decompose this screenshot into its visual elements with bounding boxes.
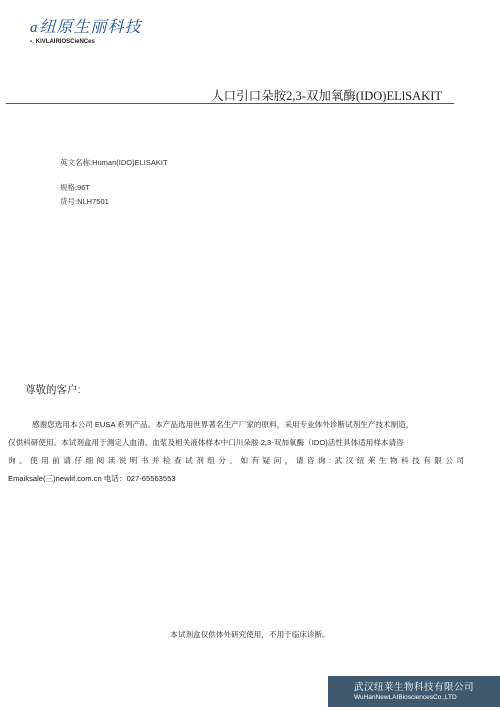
catalog-label: 货号: [60,197,78,206]
footer-banner [328,676,500,707]
english-name-row [60,157,168,168]
document-title: 人口引口朵胺2,3-双加氧酶(IDO)ELlSAKIT [211,89,442,103]
logo-english-name [30,39,142,45]
catalog-value: NLH7501 [77,197,109,206]
logo-mark: a [30,20,39,36]
intro-paragraph [8,416,464,488]
english-name-value: Human(IDO)ELISAKIT [92,158,168,167]
english-name-label: 英文名称: [60,158,93,167]
logo-chinese-name [30,14,142,37]
catalog-row [60,196,109,207]
spec-row [60,182,90,193]
paragraph-line-2: 仅供科研使用。本试剂盒用于测定人血清、血浆及相关液体样本中口川朵胺 2,3-双加氧酶（IDO)活性具体适用样本请咨 [8,438,404,447]
spec-value: 96T [77,183,91,192]
paragraph-line-4: Emaiksale(三)newlif.com.cn 电话：027-65563553 [8,474,176,483]
logo-english-text: KIVLAIRIOSCieNCes [35,39,95,45]
usage-notice: 本试剂盒仅供体外研究使用，不用于临床诊断。 [170,630,330,639]
logo-chinese-text: 纽原生丽科技 [39,19,142,36]
company-logo [30,14,142,45]
spec-label: 规格: [60,183,78,192]
footer-company-cn: 武汉纽莱生物科技有限公司 [354,682,475,693]
footer-company-en: WuHanNewLAIBiosciencesCo.,LTD [354,694,457,701]
greeting: 尊敬的客户: [25,384,81,396]
logo-dots: •. [30,39,34,45]
paragraph-line-1: 感谢您选用本公司 EUSA 系列产品。本产品选用世界著名生产厂家的原料，采用专业体外诊断试剂生产技术制造， [32,420,414,429]
paragraph-line-3: 询。使用前请仔细阅读说明书并检查试剂组分。如有疑问，请咨询:武汉纽莱生物科技有限公司 [8,456,464,465]
title-divider [6,103,454,104]
